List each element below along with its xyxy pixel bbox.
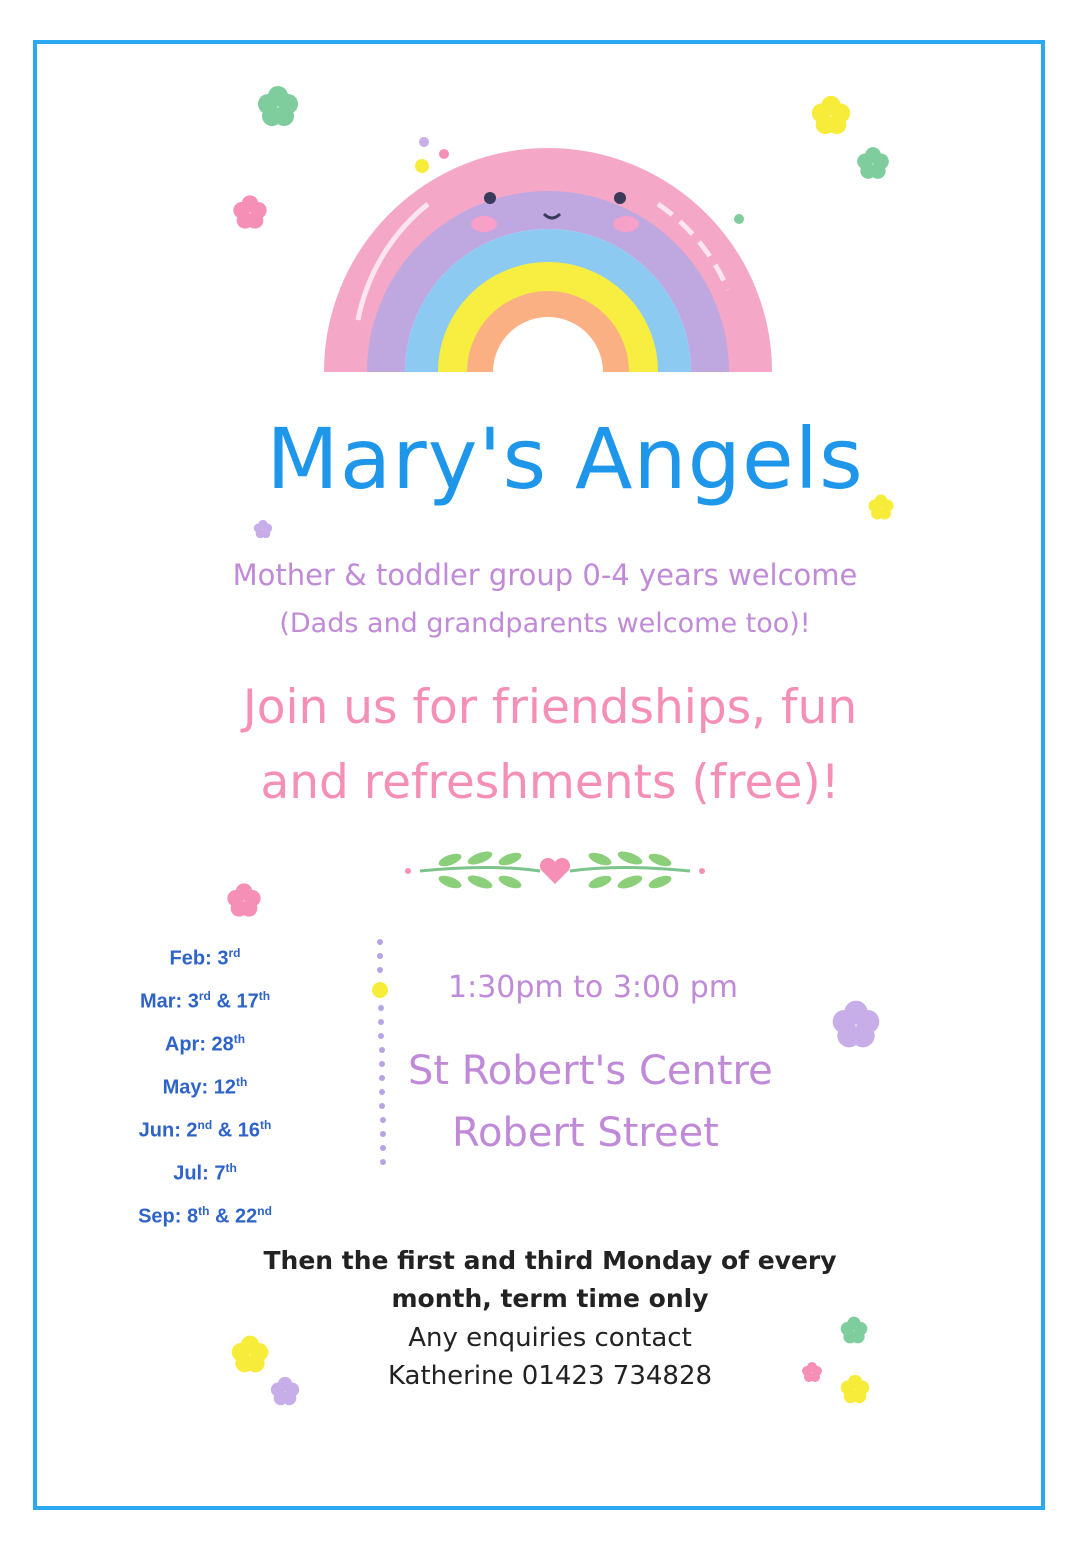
contact-line-1: Any enquiries contact xyxy=(408,1323,692,1353)
join-line-1: Join us for friendships, fun xyxy=(242,680,858,735)
subtitle-line-2: (Dads and grandparents welcome too)! xyxy=(279,608,811,639)
date-month: Jun: xyxy=(138,1119,187,1142)
yellow-flower-icon xyxy=(808,92,854,138)
purple-flower-icon xyxy=(828,996,884,1052)
date-ordinal-suffix: rd xyxy=(198,989,211,1003)
date-day: 17 xyxy=(236,990,259,1013)
join-line-2: and refreshments (free)! xyxy=(260,755,840,810)
leaf-heart-divider-icon xyxy=(400,846,710,896)
date-day: 28 xyxy=(211,1033,234,1056)
green-flower-icon xyxy=(254,82,302,130)
date-day: 22 xyxy=(235,1205,258,1228)
date-month: Sep: xyxy=(138,1205,187,1228)
date-day: 16 xyxy=(237,1119,261,1142)
date-joiner: & xyxy=(212,1119,238,1142)
date-month: Feb: xyxy=(169,947,218,970)
date-ordinal-suffix: th xyxy=(258,989,271,1003)
session-date-row xyxy=(100,1110,310,1153)
session-time: 1:30pm to 3:00 pm xyxy=(448,970,738,1005)
session-dates-list xyxy=(100,938,310,1239)
date-joiner: & xyxy=(210,990,237,1013)
venue-street: Robert Street xyxy=(452,1110,719,1156)
session-date-row xyxy=(100,1196,310,1239)
date-day: 8 xyxy=(186,1205,199,1228)
subtitle-line-1: Mother & toddler group 0-4 years welcome xyxy=(232,558,858,592)
venue-name: St Robert's Centre xyxy=(408,1048,773,1094)
date-day: 2 xyxy=(186,1119,198,1142)
schedule-note-line-1: Then the first and third Monday of every xyxy=(263,1246,837,1275)
contact-line-2: Katherine 01423 734828 xyxy=(387,1361,713,1391)
date-day: 3 xyxy=(217,947,229,970)
date-joiner: & xyxy=(209,1205,235,1228)
schedule-note-line-2: month, term time only xyxy=(391,1284,709,1313)
date-month: May: xyxy=(162,1076,214,1099)
date-month: Apr: xyxy=(164,1033,212,1056)
date-month: Jul: xyxy=(173,1162,215,1185)
session-date-row xyxy=(100,938,310,981)
date-day: 12 xyxy=(213,1076,237,1099)
date-ordinal-suffix: nd xyxy=(257,1204,272,1218)
date-ordinal-suffix: th xyxy=(260,1118,272,1132)
dotted-separator xyxy=(372,938,392,1178)
green-flower-icon xyxy=(854,144,892,182)
flyer-title: Mary's Angels xyxy=(266,410,864,508)
session-date-row xyxy=(100,1024,310,1067)
session-date-row xyxy=(100,1153,310,1196)
rainbow-icon xyxy=(318,140,778,375)
date-ordinal-suffix: th xyxy=(198,1204,210,1218)
pink-flower-icon xyxy=(224,880,264,920)
date-month: Mar: xyxy=(139,990,188,1013)
date-ordinal-suffix: th xyxy=(236,1075,248,1089)
date-ordinal-suffix: th xyxy=(225,1161,237,1175)
date-ordinal-suffix: rd xyxy=(228,946,241,960)
session-date-row xyxy=(100,981,310,1024)
pink-flower-icon xyxy=(230,192,270,232)
date-ordinal-suffix: th xyxy=(233,1032,246,1046)
purple-flower-icon xyxy=(252,518,274,540)
date-ordinal-suffix: nd xyxy=(197,1118,213,1132)
date-day: 3 xyxy=(187,990,199,1013)
session-date-row xyxy=(100,1067,310,1110)
date-day: 7 xyxy=(214,1162,226,1185)
